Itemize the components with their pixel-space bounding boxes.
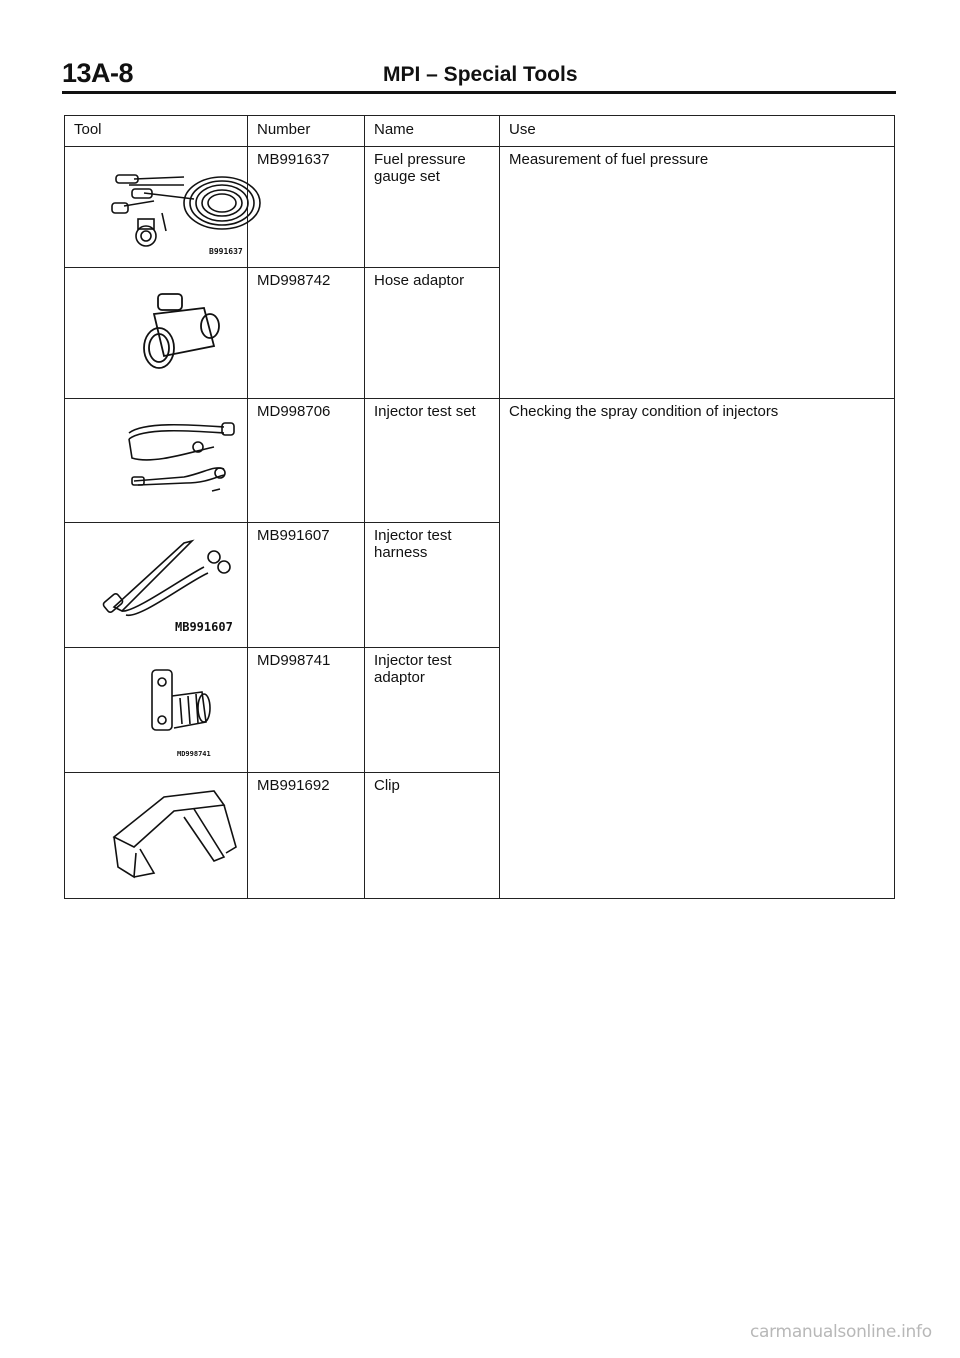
title-rule xyxy=(62,91,896,94)
tool-cell xyxy=(65,523,248,648)
injector-test-set-icon xyxy=(74,403,275,518)
tool-name xyxy=(365,648,500,773)
table-header-row xyxy=(65,116,895,147)
column-header-number: Number xyxy=(248,116,365,147)
tool-name xyxy=(365,147,500,268)
tool-name-line: Hose adaptor xyxy=(374,272,465,289)
tool-name xyxy=(365,399,500,523)
tool-name xyxy=(365,523,500,648)
tool-use: Checking the spray condition of injectors xyxy=(500,399,895,899)
column-header-use: Use xyxy=(500,116,895,147)
tool-number: MB991637 xyxy=(248,147,365,268)
table-row xyxy=(65,399,895,523)
hose-adaptor-icon xyxy=(74,272,275,394)
tool-cell xyxy=(65,147,248,268)
tool-number: MB991692 xyxy=(248,773,365,899)
tool-use: Measurement of fuel pressure xyxy=(500,147,895,399)
tool-cell xyxy=(65,268,248,399)
tool-name-line: Injector test xyxy=(374,652,452,669)
tool-name-line: harness xyxy=(374,544,428,561)
tool-name-line: gauge set xyxy=(374,168,440,185)
column-header-tool: Tool xyxy=(65,116,248,147)
tool-name-line: Injector test set xyxy=(374,403,476,420)
clip-icon xyxy=(74,777,275,894)
table-row xyxy=(65,147,895,268)
fuel-pressure-gauge-icon xyxy=(74,151,275,263)
tool-number: MB991607 xyxy=(248,523,365,648)
tool-number: MD998706 xyxy=(248,399,365,523)
tool-name xyxy=(365,773,500,899)
tool-image-code: MB991607 xyxy=(175,620,233,634)
tool-name-line: Fuel pressure xyxy=(374,151,466,168)
injector-adaptor-icon xyxy=(74,652,275,768)
tool-image-code: MD998741 xyxy=(177,750,211,758)
column-header-name: Name xyxy=(365,116,500,147)
tool-name-line: Clip xyxy=(374,777,400,794)
tool-name-line: Injector test xyxy=(374,527,452,544)
tool-cell xyxy=(65,773,248,899)
page-title: MPI – Special Tools xyxy=(383,63,578,86)
tool-number: MD998741 xyxy=(248,648,365,773)
tool-cell xyxy=(65,399,248,523)
watermark: carmanualsonline.info xyxy=(750,1322,932,1342)
tool-name xyxy=(365,268,500,399)
tool-name-line: adaptor xyxy=(374,669,425,686)
tool-image-code: B991637 xyxy=(209,247,243,256)
page-number: 13A-8 xyxy=(62,58,134,88)
special-tools-table xyxy=(64,115,895,899)
tool-cell xyxy=(65,648,248,773)
tool-number: MD998742 xyxy=(248,268,365,399)
